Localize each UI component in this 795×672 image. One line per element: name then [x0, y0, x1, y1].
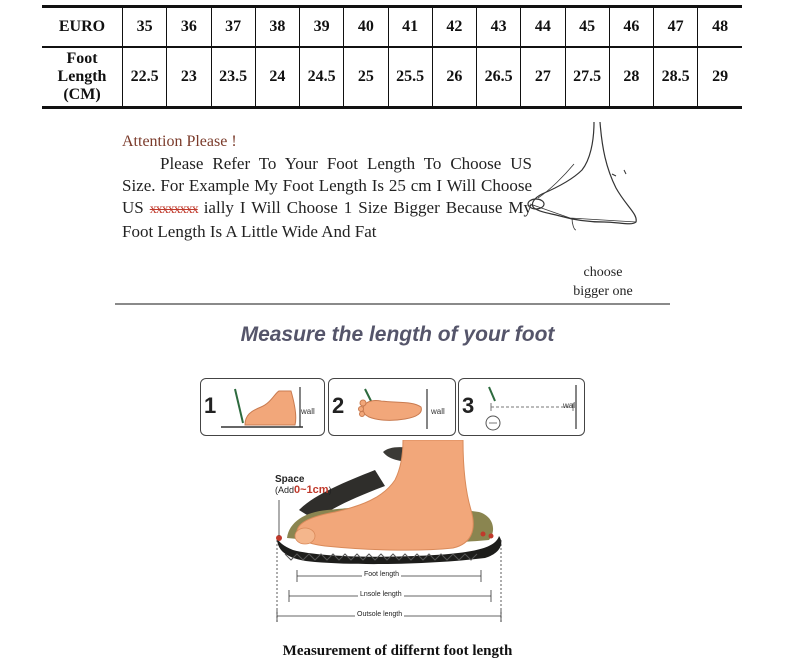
step-number: 2 — [332, 393, 345, 418]
foot-length-header — [42, 47, 123, 108]
choose-bigger-note — [560, 263, 646, 301]
foot-length-cell: 28 — [609, 47, 653, 108]
space-allowance-label — [275, 474, 332, 496]
foot-length-cell: 23 — [167, 47, 211, 108]
space-range: 0~1cm — [294, 484, 329, 496]
foot-length-header-line: Foot — [66, 50, 98, 67]
step-number: 1 — [204, 393, 217, 418]
foot-length-cell: 29 — [712, 68, 729, 85]
diagram-caption: Measurement of differnt foot length — [282, 643, 513, 659]
euro-size-cell: 43 — [477, 7, 521, 48]
foot-length-cell: 23.5 — [211, 47, 255, 108]
euro-size-cell: 40 — [344, 7, 388, 48]
euro-size-cell: 48 — [698, 7, 742, 48]
foot-length-cell: 22.5 — [123, 47, 167, 108]
insole-length-label: Lnsole length — [360, 591, 402, 598]
foot-length-cell: 28.5 — [654, 47, 698, 108]
foot-length-cell: 26.5 — [477, 47, 521, 108]
measure-step-2 — [328, 378, 456, 436]
attention-title: Attention Please ! — [122, 133, 237, 150]
euro-size-cell: 39 — [300, 7, 344, 48]
euro-header: EURO — [42, 7, 123, 48]
euro-size-cell: 45 — [565, 7, 609, 48]
measure-section-title: Measure the length of your foot — [240, 323, 555, 346]
attention-text-after: ially I Will Choose 1 Size Bigger Because My Foot Length Is A Little Wide And Fat — [122, 198, 532, 241]
euro-size-cell: 41 — [388, 7, 432, 48]
foot-length-cell: 25 — [344, 47, 388, 108]
foot-sketch-illustration — [520, 118, 650, 238]
foot-length-row — [42, 47, 742, 108]
euro-size-cell: 38 — [255, 7, 299, 48]
attention-body — [122, 153, 532, 243]
wall-label: wall — [563, 401, 577, 410]
euro-size-cell: 44 — [521, 7, 565, 48]
foot-on-paper-icon — [221, 385, 303, 431]
euro-size-row — [42, 7, 742, 48]
space-title: Space — [275, 474, 305, 485]
outsole-length-label: Outsole length — [357, 611, 403, 618]
wall-label: wall — [301, 407, 315, 416]
wall-label: wall — [431, 407, 445, 416]
choose-note-line: choose — [583, 265, 623, 280]
euro-size-cell: 47 — [654, 7, 698, 48]
euro-size-cell: 35 — [123, 7, 167, 48]
foot-length-header-line: (CM) — [63, 86, 101, 103]
foot-top-view-icon — [349, 385, 431, 431]
foot-length-cell: 24 — [255, 47, 299, 108]
measure-steps — [200, 378, 585, 436]
foot-length-label: Foot length — [364, 571, 400, 578]
euro-size-cell: 36 — [167, 7, 211, 48]
foot-length-cell: 26 — [432, 47, 476, 108]
size-chart-table — [42, 5, 742, 109]
euro-size-cell: 46 — [609, 7, 653, 48]
space-close-text: ) — [328, 485, 332, 495]
foot-length-header-line: Length — [57, 68, 107, 85]
euro-size-cell: 42 — [432, 7, 476, 48]
foot-length-cell: 24.5 — [300, 47, 344, 108]
section-divider — [115, 303, 670, 305]
foot-length-cell: 27.5 — [565, 47, 609, 108]
shoe-foot-diagram — [265, 440, 515, 630]
space-add-text: (Add — [275, 485, 295, 495]
foot-length-cell: 25.5 — [388, 47, 432, 108]
choose-note-line: bigger one — [573, 284, 633, 299]
euro-size-cell: 37 — [211, 7, 255, 48]
measure-step-3 — [458, 378, 585, 436]
hidden-size-text: xxxxxxxx — [149, 202, 198, 217]
attention-note — [122, 131, 532, 243]
foot-length-cell: 27 — [521, 47, 565, 108]
step-number: 3 — [462, 393, 475, 418]
measure-step-1 — [200, 378, 325, 436]
attention-text-before: Please Refer To Your Foot Length To Choose US Size. For Example My Foot Length Is 25 cm I Will Choose US — [122, 154, 532, 217]
